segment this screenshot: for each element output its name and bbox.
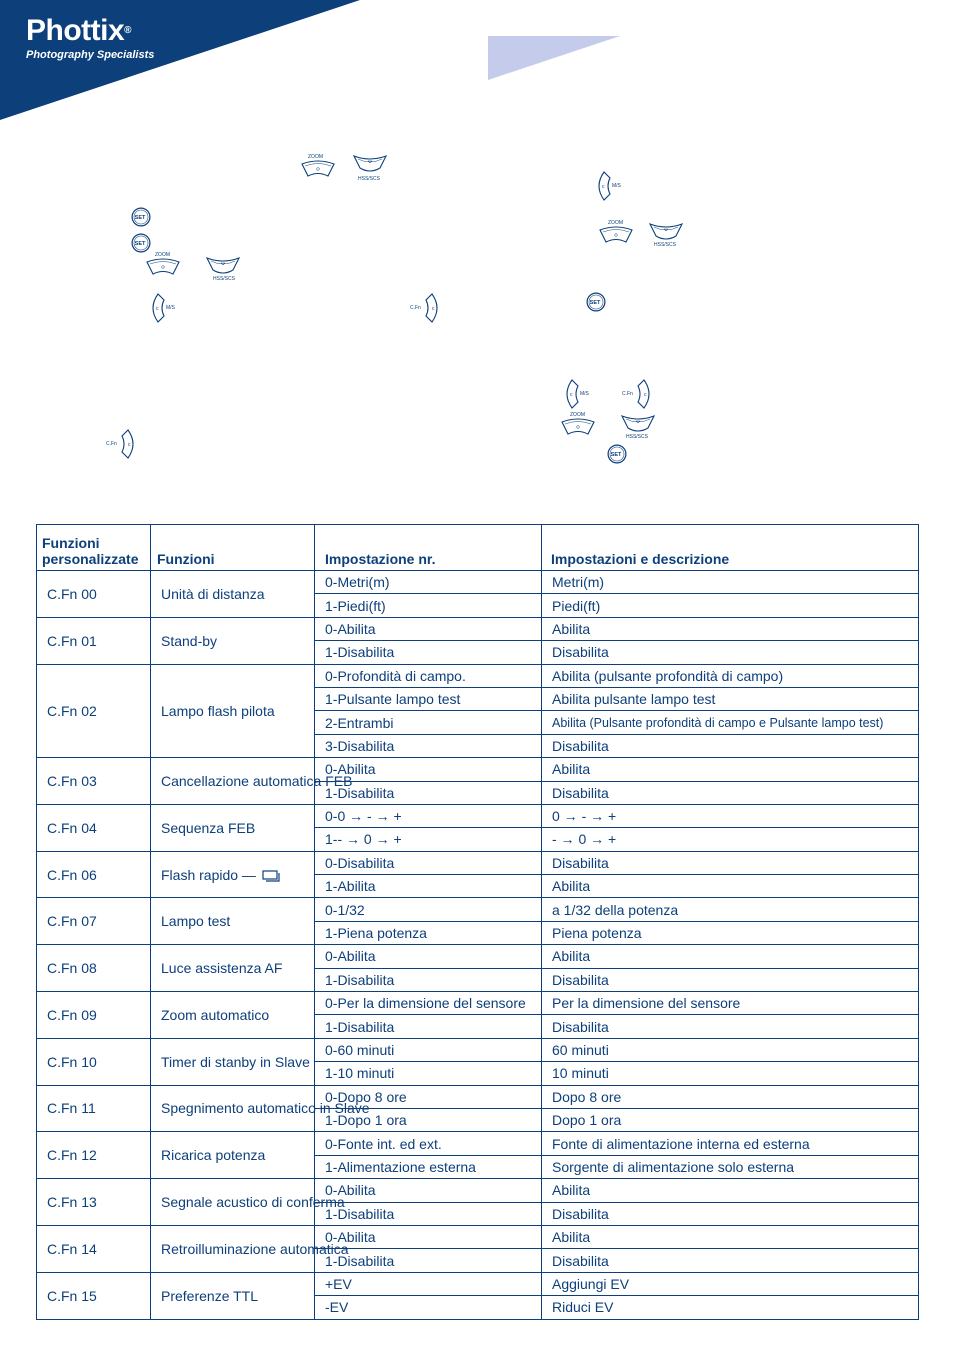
function-name [151,571,315,618]
setting-description: Disabilita [542,781,919,804]
setting-number: -EV [315,1296,542,1319]
setting-number: +EV [315,1272,542,1295]
function-name [151,617,315,664]
table-row [37,1085,919,1108]
table-row [37,571,919,594]
setting-description: Piedi(ft) [542,594,919,617]
table-row [37,1225,919,1248]
setting-number: 0-1/32 [315,898,542,921]
function-name-text: Ricarica potenza [161,1147,266,1164]
cfn-button-icon [106,428,146,462]
function-name [151,851,315,898]
setting-number: 1-Piena potenza [315,921,542,944]
set-label: SET [134,241,146,248]
setting-description: 0 → - → + [542,804,919,827]
setting-description: Disabilita [542,734,919,757]
header-setting-description: Impostazioni e descrizione [542,525,919,571]
setting-description: Per la dimensione del sensore [542,992,919,1015]
function-code: C.Fn 15 [37,1272,151,1319]
setting-number: 1-Abilita [315,875,542,898]
setting-number: 1-10 minuti [315,1062,542,1085]
function-name [151,1272,315,1319]
hss-button-icon [352,152,392,182]
setting-number: 1-Disabilita [315,641,542,664]
function-code: C.Fn 14 [37,1225,151,1272]
table-row [37,617,919,640]
setting-number: 1-Disabilita [315,968,542,991]
custom-functions-table [36,524,919,1320]
setting-description: Dopo 1 ora [542,1108,919,1131]
table-row [37,758,919,781]
table-row [37,992,919,1015]
set-button-icon [131,207,151,227]
cfn-label: C.Fn [622,391,633,397]
function-code: C.Fn 11 [37,1085,151,1132]
setting-description: Abilita (Pulsante profondità di campo e Pulsante lampo test) [542,711,919,734]
brand-name: Phottix [26,14,125,47]
setting-number: 1-Pulsante lampo test [315,687,542,710]
function-code: C.Fn 13 [37,1179,151,1226]
setting-number: 1-Disabilita [315,1202,542,1225]
function-code: C.Fn 04 [37,804,151,851]
function-name-text: Cancellazione automatica FEB [161,773,353,790]
function-name-text: Zoom automatico [161,1006,270,1023]
setting-number: 0-60 minuti [315,1038,542,1061]
setting-number: 1-Alimentazione esterna [315,1155,542,1178]
zoom-label: ZOOM [570,412,585,418]
zoom-label: ZOOM [608,220,623,226]
table-row [37,804,919,827]
function-name-text: Segnale acustico di conferma [161,1194,345,1211]
accent-triangle [488,36,620,80]
table-row [37,1272,919,1295]
function-name-text: Retroilluminazione automatica [161,1240,349,1257]
set-label: SET [610,452,622,459]
table-row [37,945,919,968]
setting-description: Sorgente di alimentazione solo esterna [542,1155,919,1178]
mis-label: M/S [580,391,589,397]
function-name [151,1132,315,1179]
setting-number: 0-Fonte int. ed ext. [315,1132,542,1155]
setting-number: 0-Abilita [315,758,542,781]
zoom-button-icon [560,410,600,440]
mis-button-icon [592,170,632,204]
setting-description: Abilita pulsante lampo test [542,687,919,710]
function-name [151,664,315,758]
zoom-label: ZOOM [308,154,323,160]
table-header-row [37,525,919,571]
setting-description: a 1/32 della potenza [542,898,919,921]
setting-description: Disabilita [542,851,919,874]
hss-label: HSS/SCS [213,276,235,282]
setting-number: 0-Dopo 8 ore [315,1085,542,1108]
setting-description: Abilita [542,1179,919,1202]
setting-description: Aggiungi EV [542,1272,919,1295]
setting-number: 1-Piedi(ft) [315,594,542,617]
setting-description: Disabilita [542,1249,919,1272]
function-name [151,992,315,1039]
setting-number: 0-Abilita [315,1179,542,1202]
function-name-text: Spegnimento automatico in Slave [161,1100,370,1117]
setting-description: Disabilita [542,641,919,664]
hss-button-icon [205,254,245,284]
hss-label: HSS/SCS [626,434,648,440]
function-name [151,945,315,992]
function-name-text: Lampo flash pilota [161,702,275,719]
function-name [151,1038,315,1085]
zoom-button-icon [598,218,638,248]
header-setting-number: Impostazione nr. [315,525,542,571]
setting-number: 0-0 → - → + [315,804,542,827]
setting-description: Piena potenza [542,921,919,944]
header-functions: Funzioni [151,525,315,571]
setting-description: Abilita [542,758,919,781]
table-row [37,898,919,921]
setting-description: Fonte di alimentazione interna ed esterna [542,1132,919,1155]
brand-logo [26,14,154,61]
setting-description: Metri(m) [542,571,919,594]
setting-number: 0-Metri(m) [315,571,542,594]
function-code: C.Fn 06 [37,851,151,898]
function-code: C.Fn 03 [37,758,151,805]
function-code: C.Fn 01 [37,617,151,664]
setting-number: 0-Abilita [315,617,542,640]
registered-mark: ® [124,25,132,36]
zoom-label: ZOOM [155,252,170,258]
hss-button-icon [648,220,688,250]
function-code: C.Fn 02 [37,664,151,758]
hss-button-icon [620,412,660,442]
setting-description: 10 minuti [542,1062,919,1085]
zoom-button-icon [300,152,340,182]
table-row [37,664,919,687]
setting-number: 1-- → 0 → + [315,828,542,851]
function-code: C.Fn 00 [37,571,151,618]
mis-button-icon [560,378,600,412]
setting-number: 3-Disabilita [315,734,542,757]
mis-button-icon [146,292,186,326]
function-code: C.Fn 07 [37,898,151,945]
setting-number: 1-Disabilita [315,1249,542,1272]
setting-description: Riduci EV [542,1296,919,1319]
setting-number: 0-Abilita [315,1225,542,1248]
setting-number: 1-Dopo 1 ora [315,1108,542,1131]
mis-label: M/S [612,183,621,189]
set-button-icon [586,292,606,312]
table-row [37,1132,919,1155]
cfn-button-icon [410,292,450,326]
function-name-text: Stand-by [161,632,218,649]
hss-label: HSS/SCS [654,242,676,248]
set-button-icon [607,444,627,464]
function-code: C.Fn 08 [37,945,151,992]
function-name [151,1179,345,1226]
setting-description: Abilita [542,617,919,640]
continuous-shooting-icon [262,870,282,882]
setting-description: Disabilita [542,1202,919,1225]
setting-number: 1-Disabilita [315,781,542,804]
setting-number: 2-Entrambi [315,711,542,734]
setting-number: 0-Abilita [315,945,542,968]
function-code: C.Fn 09 [37,992,151,1039]
function-code: C.Fn 12 [37,1132,151,1179]
setting-description: 60 minuti [542,1038,919,1061]
cfn-label: C.Fn [106,441,117,447]
table-row [37,851,919,874]
hss-label: HSS/SCS [358,176,380,182]
function-name-text: Preferenze TTL [161,1287,259,1304]
setting-description: Dopo 8 ore [542,1085,919,1108]
setting-description: Abilita [542,945,919,968]
table-body [37,571,919,1320]
setting-description: - → 0 → + [542,828,919,851]
cfn-button-icon [622,378,662,412]
function-name-text: Luce assistenza AF [161,960,283,977]
setting-number: 0-Per la dimensione del sensore [315,992,542,1015]
setting-description: Disabilita [542,968,919,991]
setting-number: 0-Profondità di campo. [315,664,542,687]
set-label: SET [589,300,601,307]
mis-label: M/S [166,305,175,311]
setting-description: Abilita (pulsante profondità di campo) [542,664,919,687]
header-custom-functions: Funzioni personalizzate [37,525,151,571]
set-label: SET [134,215,146,222]
table-row [37,1179,919,1202]
function-name-text: Lampo test [161,913,231,930]
function-name-text: Timer di stanby in Slave [161,1053,310,1070]
setting-description: Abilita [542,875,919,898]
function-name-text: Unità di distanza [161,585,265,602]
function-name-text: Sequenza FEB [161,819,256,836]
setting-number: 1-Disabilita [315,1015,542,1038]
setting-number: 0-Disabilita [315,851,542,874]
cfn-label: C.Fn [410,305,421,311]
function-name [151,804,315,851]
zoom-button-icon [145,250,185,280]
function-name-text: Flash rapido — [161,866,256,883]
function-name [151,898,315,945]
setting-description: Abilita [542,1225,919,1248]
setting-description: Disabilita [542,1015,919,1038]
function-code: C.Fn 10 [37,1038,151,1085]
brand-tagline: Photography Specialists [26,49,155,61]
table-row [37,1038,919,1061]
function-name [151,1225,349,1272]
